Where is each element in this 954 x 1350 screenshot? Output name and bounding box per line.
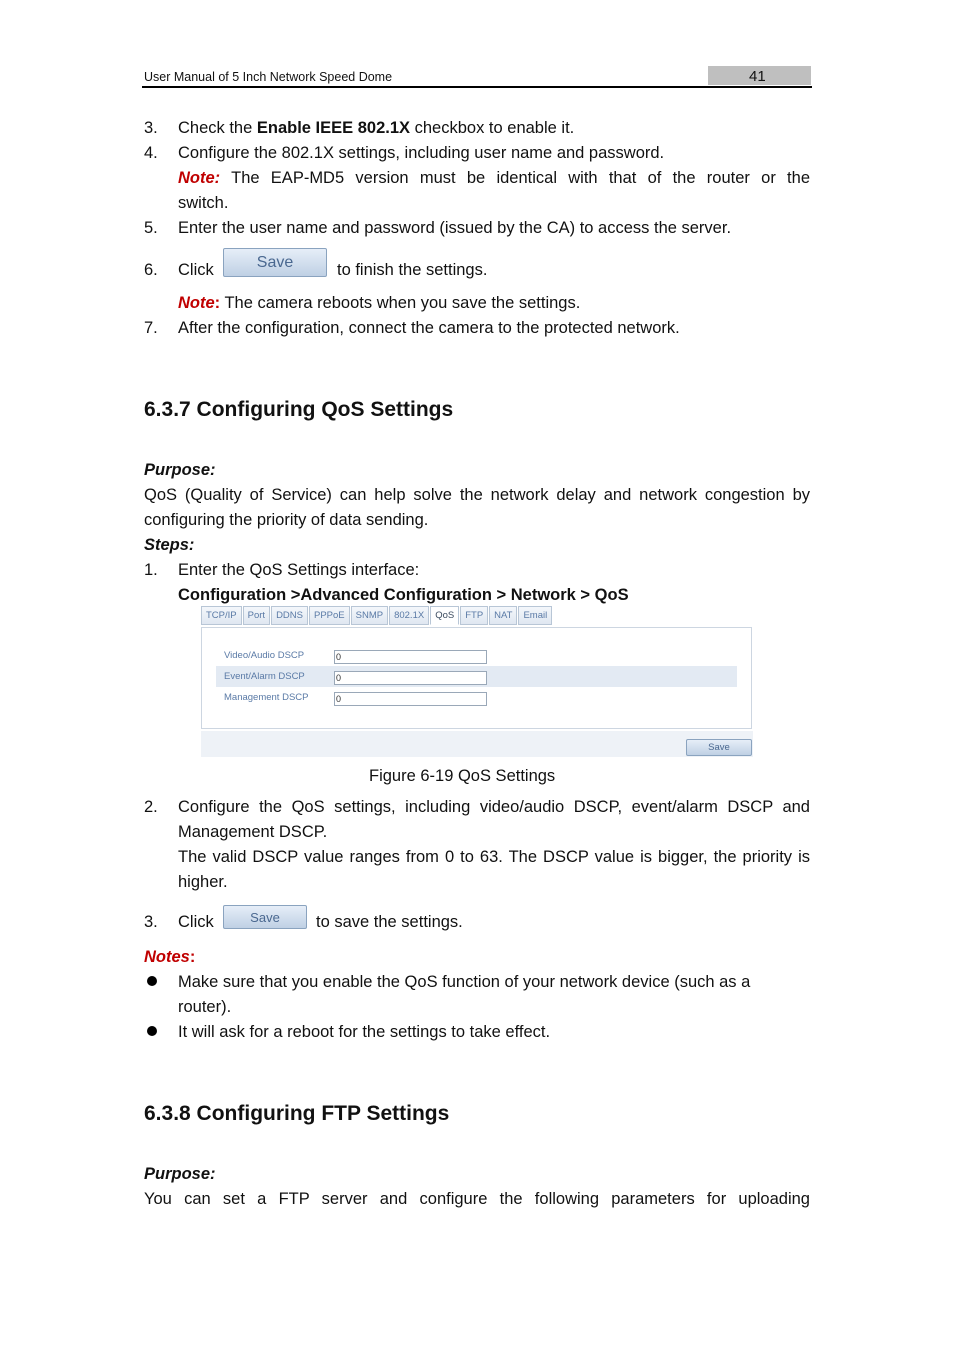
step-4-text: Configure the 802.1X settings, including user name and password. xyxy=(178,144,665,162)
qos-settings-screenshot xyxy=(201,606,753,757)
tab-qos[interactable]: QoS xyxy=(430,606,459,625)
tab-nat[interactable]: NAT xyxy=(489,606,517,625)
step-number: 3. xyxy=(144,119,158,137)
steps-label: Steps: xyxy=(144,536,195,554)
step-3-text: to save the settings. xyxy=(316,913,463,931)
step-7-text: After the configuration, connect the camera to the protected network. xyxy=(178,319,680,337)
purpose-text-cont: configuring the priority of data sending. xyxy=(144,511,429,529)
page-number: 41 xyxy=(749,68,766,85)
tab-snmp[interactable]: SNMP xyxy=(351,606,388,625)
menu-path: Configuration >Advanced Configuration > Network > QoS xyxy=(178,586,629,604)
tab-tcpip[interactable]: TCP/IP xyxy=(201,606,242,625)
save-button-image: Save xyxy=(223,248,327,277)
purpose-label: Purpose: xyxy=(144,1165,216,1183)
step-number: 2. xyxy=(144,798,158,816)
tab-email[interactable]: Email xyxy=(518,606,552,625)
event-alarm-dscp-label: Event/Alarm DSCP xyxy=(224,671,305,682)
step-6-click: Click xyxy=(178,261,214,279)
step-1-text: Enter the QoS Settings interface: xyxy=(178,561,420,579)
section-heading-ftp: 6.3.8 Configuring FTP Settings xyxy=(144,1102,450,1125)
note-1-cont: router). xyxy=(178,998,232,1016)
management-dscp-input[interactable]: 0 xyxy=(334,692,487,706)
step-3-text: Check the Enable IEEE 802.1X checkbox to enable it. xyxy=(178,119,575,137)
tab-pppoe[interactable]: PPPoE xyxy=(309,606,350,625)
note-1: Make sure that you enable the QoS function of your network device (such as a xyxy=(178,973,751,991)
tab-port[interactable]: Port xyxy=(243,606,270,625)
step-number: 4. xyxy=(144,144,158,162)
notes-label: Notes: xyxy=(144,948,196,966)
ftp-purpose-text: You can set a FTP server and configure the following parameters for uploading xyxy=(144,1190,810,1208)
figure-caption: Figure 6-19 QoS Settings xyxy=(369,767,556,785)
management-dscp-label: Management DSCP xyxy=(224,692,309,703)
step-number: 6. xyxy=(144,261,158,279)
video-audio-dscp-label: Video/Audio DSCP xyxy=(224,650,305,661)
bullet-icon xyxy=(147,1026,157,1036)
purpose-text: QoS (Quality of Service) can help solve the network delay and network congestion by xyxy=(144,486,810,504)
step-2-text: Configure the QoS settings, including video/audio DSCP, event/alarm DSCP and xyxy=(178,798,810,816)
header-rule xyxy=(142,86,812,88)
step-2-range-cont: higher. xyxy=(178,873,228,891)
section-heading-qos: 6.3.7 Configuring QoS Settings xyxy=(144,398,454,421)
step-2-text-cont: Management DSCP. xyxy=(178,823,328,841)
tab-ddns[interactable]: DDNS xyxy=(271,606,308,625)
step-5-text: Enter the user name and password (issued by the CA) to access the server. xyxy=(178,219,732,237)
running-header-title: User Manual of 5 Inch Network Speed Dome xyxy=(144,70,393,84)
tab-8021x[interactable]: 802.1X xyxy=(389,606,429,625)
video-audio-dscp-input[interactable]: 0 xyxy=(334,650,487,664)
save-button-image: Save xyxy=(223,905,307,929)
purpose-label: Purpose: xyxy=(144,461,216,479)
step-number: 7. xyxy=(144,319,158,337)
step-3-click: Click xyxy=(178,913,214,931)
tab-ftp[interactable]: FTP xyxy=(460,606,488,625)
step-4-note: Note: The EAP-MD5 version must be identical with that of the router or the xyxy=(178,169,810,187)
event-alarm-dscp-input[interactable]: 0 xyxy=(334,671,487,685)
save-button[interactable]: Save xyxy=(686,739,752,756)
tab-bar xyxy=(201,606,553,626)
step-6-note: Note: The camera reboots when you save the settings. xyxy=(178,294,581,312)
note-2: It will ask for a reboot for the settings to take effect. xyxy=(178,1023,551,1041)
step-4-note-cont: switch. xyxy=(178,194,229,212)
bullet-icon xyxy=(147,976,157,986)
step-number: 5. xyxy=(144,219,158,237)
step-6-text: to finish the settings. xyxy=(337,261,488,279)
button-bar xyxy=(201,731,753,757)
step-number: 3. xyxy=(144,913,158,931)
step-number: 1. xyxy=(144,561,158,579)
step-2-range: The valid DSCP value ranges from 0 to 63. The DSCP value is bigger, the priority is xyxy=(178,848,810,866)
